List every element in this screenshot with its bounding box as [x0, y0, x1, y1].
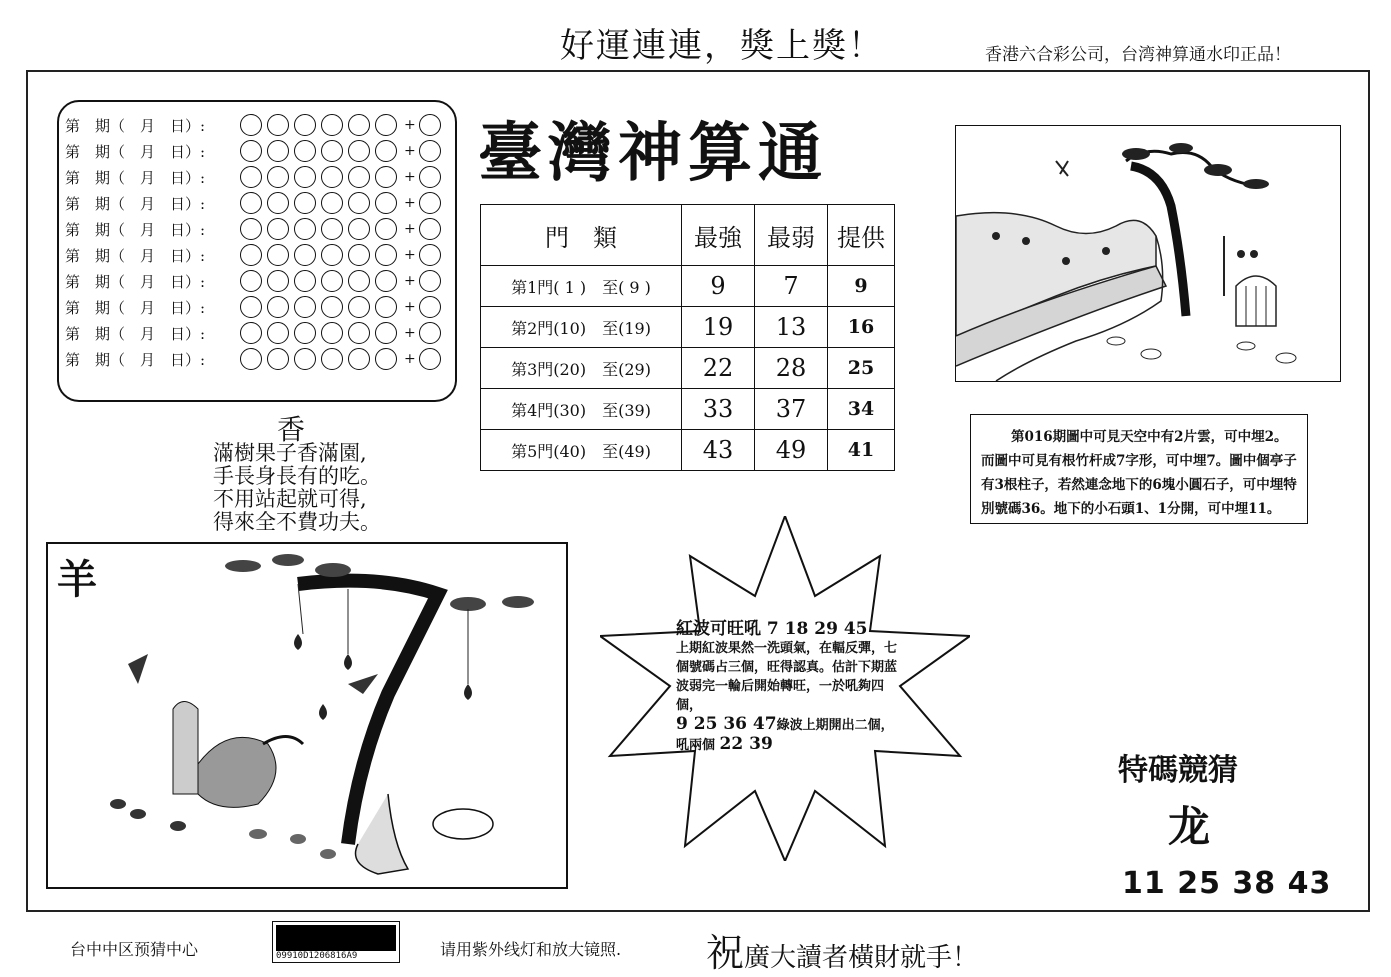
schedule-row	[65, 112, 455, 138]
schedule-row	[65, 294, 455, 320]
schedule-row-label: 第 期（ 月 日）:	[65, 168, 206, 187]
door-range: 第4門(30) 至(39)	[481, 389, 682, 430]
barcode-number: 09910D1206816A9	[276, 951, 358, 961]
table-row	[481, 348, 895, 389]
number-circle	[240, 192, 262, 214]
poem-title: 香	[277, 413, 306, 446]
provide-value: 9	[828, 266, 895, 307]
schedule-row-label: 第 期（ 月 日）:	[65, 220, 206, 239]
header-slogan: 好運連連，獎上獎！	[560, 26, 884, 66]
plus-sign: +	[404, 247, 416, 263]
number-circle	[375, 270, 397, 292]
red-wave-body: 上期紅波果然一洗頭氣，在輻反彈，七個號碼占三個，旺得認真。估計下期蓝波弱完一輪后開始轉旺，一於吼夠四個，	[676, 641, 898, 713]
schedule-row	[65, 346, 455, 372]
number-circle	[375, 348, 397, 370]
number-circle	[267, 348, 289, 370]
landscape-drawing	[956, 126, 1340, 381]
weak-value: 13	[755, 307, 828, 348]
special-number-circle	[419, 140, 441, 162]
number-circle	[321, 218, 343, 240]
number-circle	[240, 244, 262, 266]
poem	[213, 442, 381, 534]
number-circle	[267, 270, 289, 292]
number-circle	[321, 140, 343, 162]
number-circle	[348, 218, 370, 240]
page-title: 臺灣神算通	[478, 116, 828, 191]
special-number-circle	[419, 166, 441, 188]
table-row	[481, 389, 895, 430]
strong-value: 43	[682, 430, 755, 471]
green-wave-numbers: 22 39	[719, 734, 773, 754]
number-circle	[348, 166, 370, 188]
number-circle	[240, 270, 262, 292]
special-number-circle	[419, 114, 441, 136]
door-range: 第2門(10) 至(19)	[481, 307, 682, 348]
poem-line: 滿樹果子香滿園,	[213, 441, 367, 465]
plus-sign: +	[404, 273, 416, 289]
number-circle	[348, 244, 370, 266]
provide-value: 34	[828, 389, 895, 430]
number-circle	[321, 322, 343, 344]
number-circle	[375, 192, 397, 214]
barcode-bars	[276, 925, 396, 951]
schedule-row-label: 第 期（ 月 日）:	[65, 116, 206, 135]
plus-sign: +	[404, 169, 416, 185]
tree-illustration	[46, 542, 568, 889]
greeting-text: 廣大讀者橫財就手！	[744, 943, 979, 973]
number-circle	[267, 114, 289, 136]
number-circle	[348, 140, 370, 162]
number-circle	[321, 192, 343, 214]
number-circle	[321, 244, 343, 266]
number-circle	[375, 322, 397, 344]
col-header-provide: 提供	[828, 205, 895, 266]
number-circle	[375, 218, 397, 240]
plus-sign: +	[404, 117, 416, 133]
red-wave-headline: 紅波可旺吼 7 18 29 45	[676, 619, 868, 639]
plus-sign: +	[404, 325, 416, 341]
number-circle	[294, 348, 316, 370]
clue-text: 第016期圖中可見天空中有2片雲，可中埋2。而圖中可見有根竹杆成7字形，可中埋7。圖中個亭子有3根柱子，若然連念地下的6塊小圓石子，可中埋特別號碼36。地下的小石頭1、1分開，可中埋11。	[970, 414, 1308, 524]
number-circle	[294, 270, 316, 292]
poem-line: 不用站起就可得,	[213, 487, 367, 511]
plus-sign: +	[404, 351, 416, 367]
number-circle	[348, 270, 370, 292]
schedule-row-label: 第 期（ 月 日）:	[65, 324, 206, 343]
number-circle	[267, 296, 289, 318]
special-number-circle	[419, 296, 441, 318]
weak-value: 49	[755, 430, 828, 471]
schedule-row	[65, 164, 455, 190]
table-row	[481, 266, 895, 307]
number-circle	[267, 244, 289, 266]
plus-sign: +	[404, 221, 416, 237]
special-guess-numbers: 11 25 38 43	[1122, 866, 1332, 901]
number-circle	[240, 296, 262, 318]
schedule-row-label: 第 期（ 月 日）:	[65, 142, 206, 161]
number-circle	[267, 218, 289, 240]
number-circle	[375, 296, 397, 318]
door-range: 第3門(20) 至(29)	[481, 348, 682, 389]
schedule-row	[65, 320, 455, 346]
number-circle	[267, 322, 289, 344]
number-circle	[348, 296, 370, 318]
special-guess-title: 特碼競猜	[1118, 753, 1238, 788]
strong-value: 19	[682, 307, 755, 348]
number-circle	[321, 296, 343, 318]
plus-sign: +	[404, 299, 416, 315]
door-range: 第5門(40) 至(49)	[481, 430, 682, 471]
number-circle	[267, 192, 289, 214]
header-watermark-note: 香港六合彩公司，台湾神算通水印正品！	[985, 45, 1291, 65]
number-circle	[267, 166, 289, 188]
zodiac-label: 羊	[57, 556, 97, 603]
number-circle	[240, 140, 262, 162]
schedule-row-label: 第 期（ 月 日）:	[65, 350, 206, 369]
wave-numbers: 9 25 36 47	[676, 714, 777, 734]
weak-value: 7	[755, 266, 828, 307]
barcode	[272, 921, 400, 963]
number-circle	[348, 322, 370, 344]
schedule-row-label: 第 期（ 月 日）:	[65, 246, 206, 265]
special-number-circle	[419, 322, 441, 344]
schedule-row	[65, 190, 455, 216]
schedule-row-label: 第 期（ 月 日）:	[65, 194, 206, 213]
doors-table	[480, 204, 895, 471]
number-circle	[240, 218, 262, 240]
number-circle	[294, 218, 316, 240]
number-circle	[348, 192, 370, 214]
schedule-row-label: 第 期（ 月 日）:	[65, 298, 206, 317]
number-circle	[294, 192, 316, 214]
weak-value: 37	[755, 389, 828, 430]
plus-sign: +	[404, 195, 416, 211]
special-number-circle	[419, 192, 441, 214]
weak-value: 28	[755, 348, 828, 389]
special-number-circle	[419, 348, 441, 370]
table-row	[481, 307, 895, 348]
footer-greeting	[706, 922, 978, 977]
table-row	[481, 430, 895, 471]
footer-instruction: 请用紫外线灯和放大镜照.	[440, 940, 622, 959]
schedule-row	[65, 138, 455, 164]
provide-value: 25	[828, 348, 895, 389]
number-circle	[321, 114, 343, 136]
schedule-row	[65, 216, 455, 242]
number-circle	[348, 114, 370, 136]
special-number-circle	[419, 218, 441, 240]
poem-line: 手長身長有的吃。	[213, 464, 381, 488]
number-circle	[240, 114, 262, 136]
special-number-circle	[419, 244, 441, 266]
number-circle	[294, 140, 316, 162]
strong-value: 9	[682, 266, 755, 307]
number-circle	[294, 322, 316, 344]
footer-center-name: 台中中区预猜中心	[70, 940, 199, 959]
poem-line: 得來全不費功夫。	[213, 510, 381, 534]
strong-value: 33	[682, 389, 755, 430]
greeting-char: 祝	[706, 931, 745, 975]
number-circle	[321, 270, 343, 292]
number-circle	[375, 166, 397, 188]
number-circle	[267, 140, 289, 162]
number-circle	[240, 322, 262, 344]
schedule-row	[65, 242, 455, 268]
provide-value: 16	[828, 307, 895, 348]
number-circle	[294, 296, 316, 318]
number-circle	[375, 140, 397, 162]
schedule-row	[65, 268, 455, 294]
number-circle	[240, 348, 262, 370]
special-guess-animal: 龙	[1168, 802, 1211, 851]
plus-sign: +	[404, 143, 416, 159]
schedule-row-label: 第 期（ 月 日）:	[65, 272, 206, 291]
number-circle	[348, 348, 370, 370]
number-circle	[294, 166, 316, 188]
door-range: 第1門( 1 ) 至( 9 )	[481, 266, 682, 307]
schedule-box	[57, 100, 457, 402]
green-wave-body: 綠波上期開出二個，吼兩個	[676, 718, 894, 753]
number-circle	[375, 114, 397, 136]
red-wave-text	[676, 620, 898, 755]
number-circle	[321, 166, 343, 188]
number-circle	[375, 244, 397, 266]
col-header-weak: 最弱	[755, 205, 828, 266]
col-header-door: 門 類	[481, 205, 682, 266]
number-circle	[240, 166, 262, 188]
strong-value: 22	[682, 348, 755, 389]
number-circle	[294, 244, 316, 266]
special-number-circle	[419, 270, 441, 292]
provide-value: 41	[828, 430, 895, 471]
landscape-illustration	[955, 125, 1341, 382]
col-header-strong: 最強	[682, 205, 755, 266]
number-circle	[321, 348, 343, 370]
number-circle	[294, 114, 316, 136]
tree-drawing	[48, 544, 566, 887]
